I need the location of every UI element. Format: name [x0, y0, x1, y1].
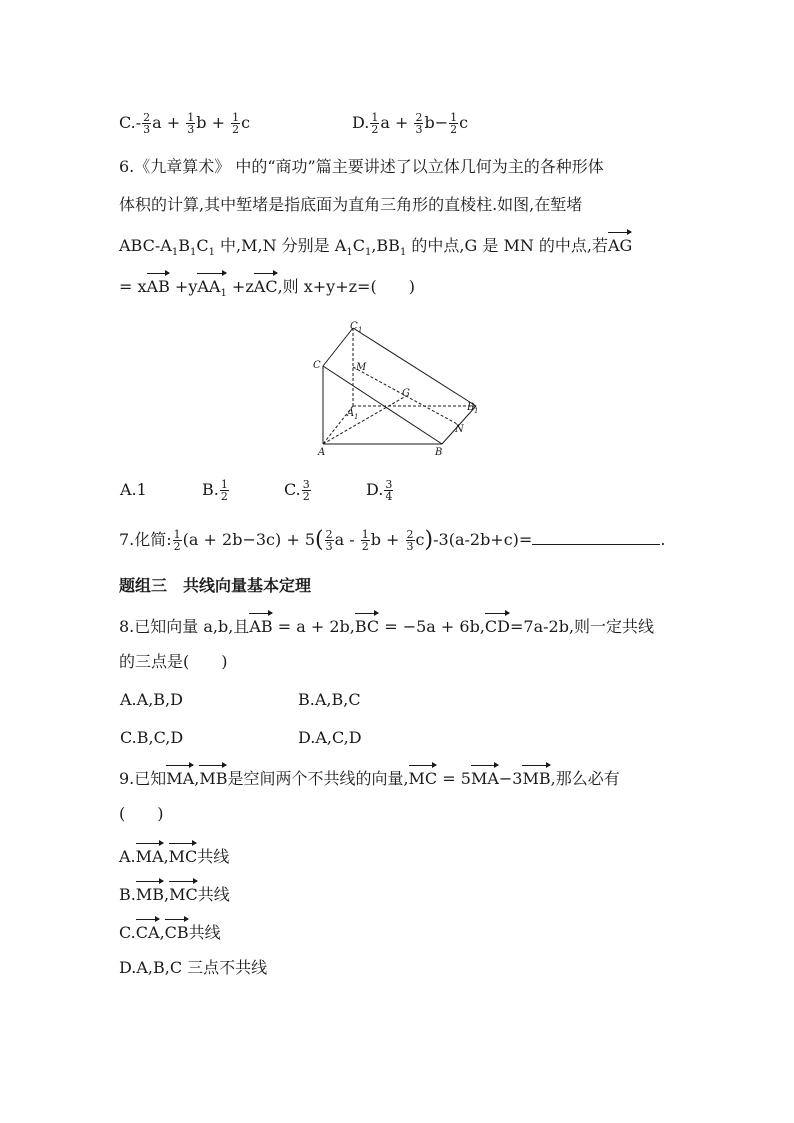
section-heading: 题组三 共线向量基本定理	[119, 576, 312, 595]
q8-option-d[interactable]: D.A,C,D	[298, 728, 362, 747]
fraction: $\frac{1}{3}$	[187, 111, 195, 136]
fraction: $\frac{2}{3}$	[415, 111, 423, 136]
q9-stem-line1: 9.已知MA,MB是空间两个不共线的向量,MC = 5MA−3MB,那么必有	[119, 764, 620, 791]
svg-text:1: 1	[354, 413, 359, 421]
q9-option-a[interactable]: A.MA,MC共线	[119, 842, 229, 869]
q6-option-b[interactable]: B. $\frac{1}{2}$	[202, 478, 228, 503]
q9-stem-line2: ( )	[119, 804, 164, 823]
label-c: C	[313, 360, 321, 371]
fraction: $\frac{1}{2}$	[450, 111, 458, 136]
label-g: G	[402, 388, 410, 399]
q9-option-b[interactable]: B.MB,MC共线	[119, 880, 230, 907]
label-n: N	[455, 424, 464, 435]
vector-ag: AG	[608, 231, 632, 258]
vector-aa1: $AA_1$	[197, 272, 226, 306]
q6-stem-line1: 6.《九章算术》 中的“商功”篇主要讲述了以立体几何为主的各种形体	[119, 157, 604, 176]
q6-option-a[interactable]: A.1	[120, 480, 147, 499]
svg-text:1: 1	[358, 326, 363, 334]
q6-option-d[interactable]: D. $\frac{3}{4}$	[366, 478, 393, 503]
q7-stem: 7.化简: $\frac{1}{2}$ (a + 2b−3c) + 5( $\frac{2}{3}$ a - $\frac{1}{2}$ b + $\frac{2}{3}$ c)-3(a-2b+c)= .	[119, 527, 666, 553]
q5-option-c[interactable]: C.- $\frac{2}{3}$ a + $\frac{1}{3}$ b + $\frac{1}{2}$ c	[119, 111, 251, 136]
vector-ac: AC	[254, 272, 278, 299]
prism-figure	[310, 320, 490, 460]
q6-stem-line2: 体积的计算,其中堑堵是指底面为直角三角形的直棱柱.如图,在堑堵	[119, 195, 583, 214]
fraction: $\frac{1}{2}$	[232, 111, 240, 136]
q6-option-c[interactable]: C. $\frac{3}{2}$	[284, 478, 310, 503]
q8-stem-line2: 的三点是( )	[119, 652, 228, 671]
q8-option-c[interactable]: C.B,C,D	[120, 728, 184, 747]
q8-option-a[interactable]: A.A,B,D	[120, 690, 183, 709]
label-a: A	[318, 447, 326, 458]
q8-option-b[interactable]: B.A,B,C	[298, 690, 361, 709]
q6-stem-line4: = xAB +yAA$_1$ +zAC,则 x+y+z=( )	[119, 272, 415, 306]
fraction: $\frac{1}{2}$	[371, 111, 379, 136]
q5-option-d[interactable]: D. $\frac{1}{2}$ a + $\frac{2}{3}$ b− $\frac{1}{2}$ c	[352, 111, 469, 136]
answer-blank[interactable]	[532, 530, 660, 545]
q8-stem-line1: 8.已知向量 a,b,且AB = a + 2b,BC = −5a + 6b,CD=7a-2b,则一定共线	[119, 612, 654, 639]
fraction: $\frac{2}{3}$	[143, 111, 151, 136]
label-b: B	[435, 447, 443, 458]
q9-option-c[interactable]: C.CA,CB共线	[119, 918, 221, 945]
label-c1: C	[350, 321, 358, 332]
svg-text:1: 1	[474, 407, 479, 415]
q6-stem-line3: ABC-$A_1B_1C_1$ 中,M,N 分别是 $A_1C_1,BB_1$ 的中点,G 是 MN 的中点,若AG	[119, 231, 632, 265]
q9-option-d[interactable]: D.A,B,C 三点不共线	[119, 958, 268, 977]
vector-ab: AB	[147, 272, 170, 299]
label-b1: B	[467, 402, 475, 413]
label-m: M	[356, 362, 367, 373]
label-a1: A	[347, 408, 355, 419]
